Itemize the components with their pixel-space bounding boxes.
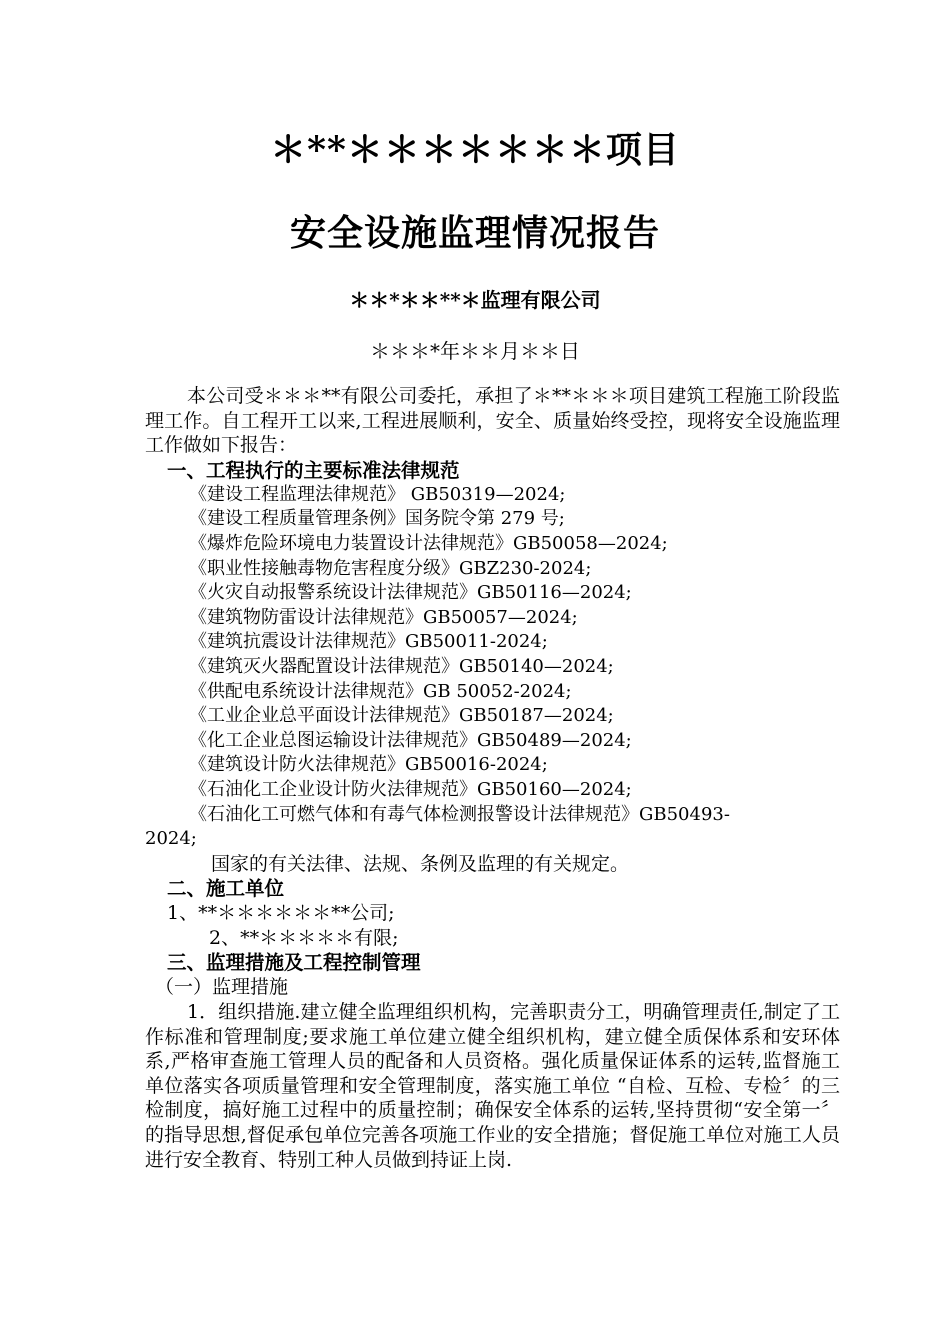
list-item: 《建筑抗震设计法律规范》GB50011-2024;	[189, 631, 548, 653]
section-heading-measures: 三、监理措施及工程控制管理	[167, 951, 421, 975]
intro-paragraph: 本公司受＊＊＊**有限公司委托，承担了＊**＊＊＊项目建筑工程施工阶段监理工作。自工程开工以来,工程进展顺利，安全、质量始终受控，现将安全设施监理工作做如下报告：	[145, 385, 840, 457]
contractor-item: 1、**＊＊＊＊＊＊**公司;	[167, 902, 395, 925]
subsection-heading: （一）监理措施	[155, 976, 289, 999]
contractor-item: 2、**＊＊＊＊＊有限;	[209, 926, 399, 949]
standards-note: 国家的有关法律、法规、条例及监理的有关规定。	[211, 852, 630, 875]
list-item-line: 《石油化工可燃气体和有毒气体检测报警设计法律规范》GB50493-	[189, 803, 730, 825]
list-item: 《爆炸危险环境电力装置设计法律规范》GB50058—2024;	[189, 532, 668, 554]
list-item: 《职业性接触毒物危害程度分级》GBZ230-2024;	[189, 557, 592, 579]
company-name: ＊＊*＊＊**＊监理有限公司	[349, 288, 601, 312]
list-item: 《火灾自动报警系统设计法律规范》GB50116—2024;	[189, 582, 632, 604]
measures-paragraph: 1．组织措施.建立健全监理组织机构，完善职责分工，明确管理责任,制定了工作标准和管理制度;要求施工单位建立健全组织机构，建立健全质保体系和安环体系,严格审查施工管理人员的配备和人员资格。强化质量保证体系的运转,监督施工单位落实各项质量管理和安全管理制度，落实施工单位 “自检、互检、专检〞的三检制度，搞好施工过程中的质量控制；确保安全体系的运转,坚持贯彻“安全第一〞的指导思想,督促承包单位完善各项施工作业的安全措施；督促施工单位对施工人员进行安全教育、特别工种人员做到持证上岗.	[145, 1001, 840, 1171]
standards-list	[145, 483, 840, 852]
list-item: 《石油化工企业设计防火法律规范》GB50160—2024;	[189, 778, 632, 800]
report-body	[145, 384, 840, 1172]
section-heading-standards: 一、工程执行的主要标准法律规范	[167, 458, 460, 482]
report-date: ＊＊＊*年＊＊月＊＊日	[370, 339, 580, 363]
list-item: 《工业企业总平面设计法律规范》GB50187—2024;	[189, 705, 614, 727]
list-item-continuation: 2024;	[145, 828, 197, 850]
list-item	[145, 803, 840, 852]
list-item: 《供配电系统设计法律规范》GB 50052-2024;	[189, 680, 572, 702]
list-item: 《建筑灭火器配置设计法律规范》GB50140—2024;	[189, 655, 614, 677]
list-item: 《建筑设计防火法律规范》GB50016-2024;	[189, 754, 548, 776]
section-heading-contractors: 二、施工单位	[167, 877, 285, 901]
list-item: 《建筑物防雷设计法律规范》GB50057—2024;	[189, 606, 578, 628]
list-item: 《建设工程监理法律规范》 GB50319—2024;	[189, 483, 566, 505]
list-item: 《化工企业总图运输设计法律规范》GB50489—2024;	[189, 729, 632, 751]
project-title: ＊**＊＊＊＊＊＊＊项目	[270, 129, 680, 171]
report-title: 安全设施监理情况报告	[289, 212, 660, 254]
list-item: 《建设工程质量管理条例》国务院令第 279 号;	[189, 508, 565, 530]
